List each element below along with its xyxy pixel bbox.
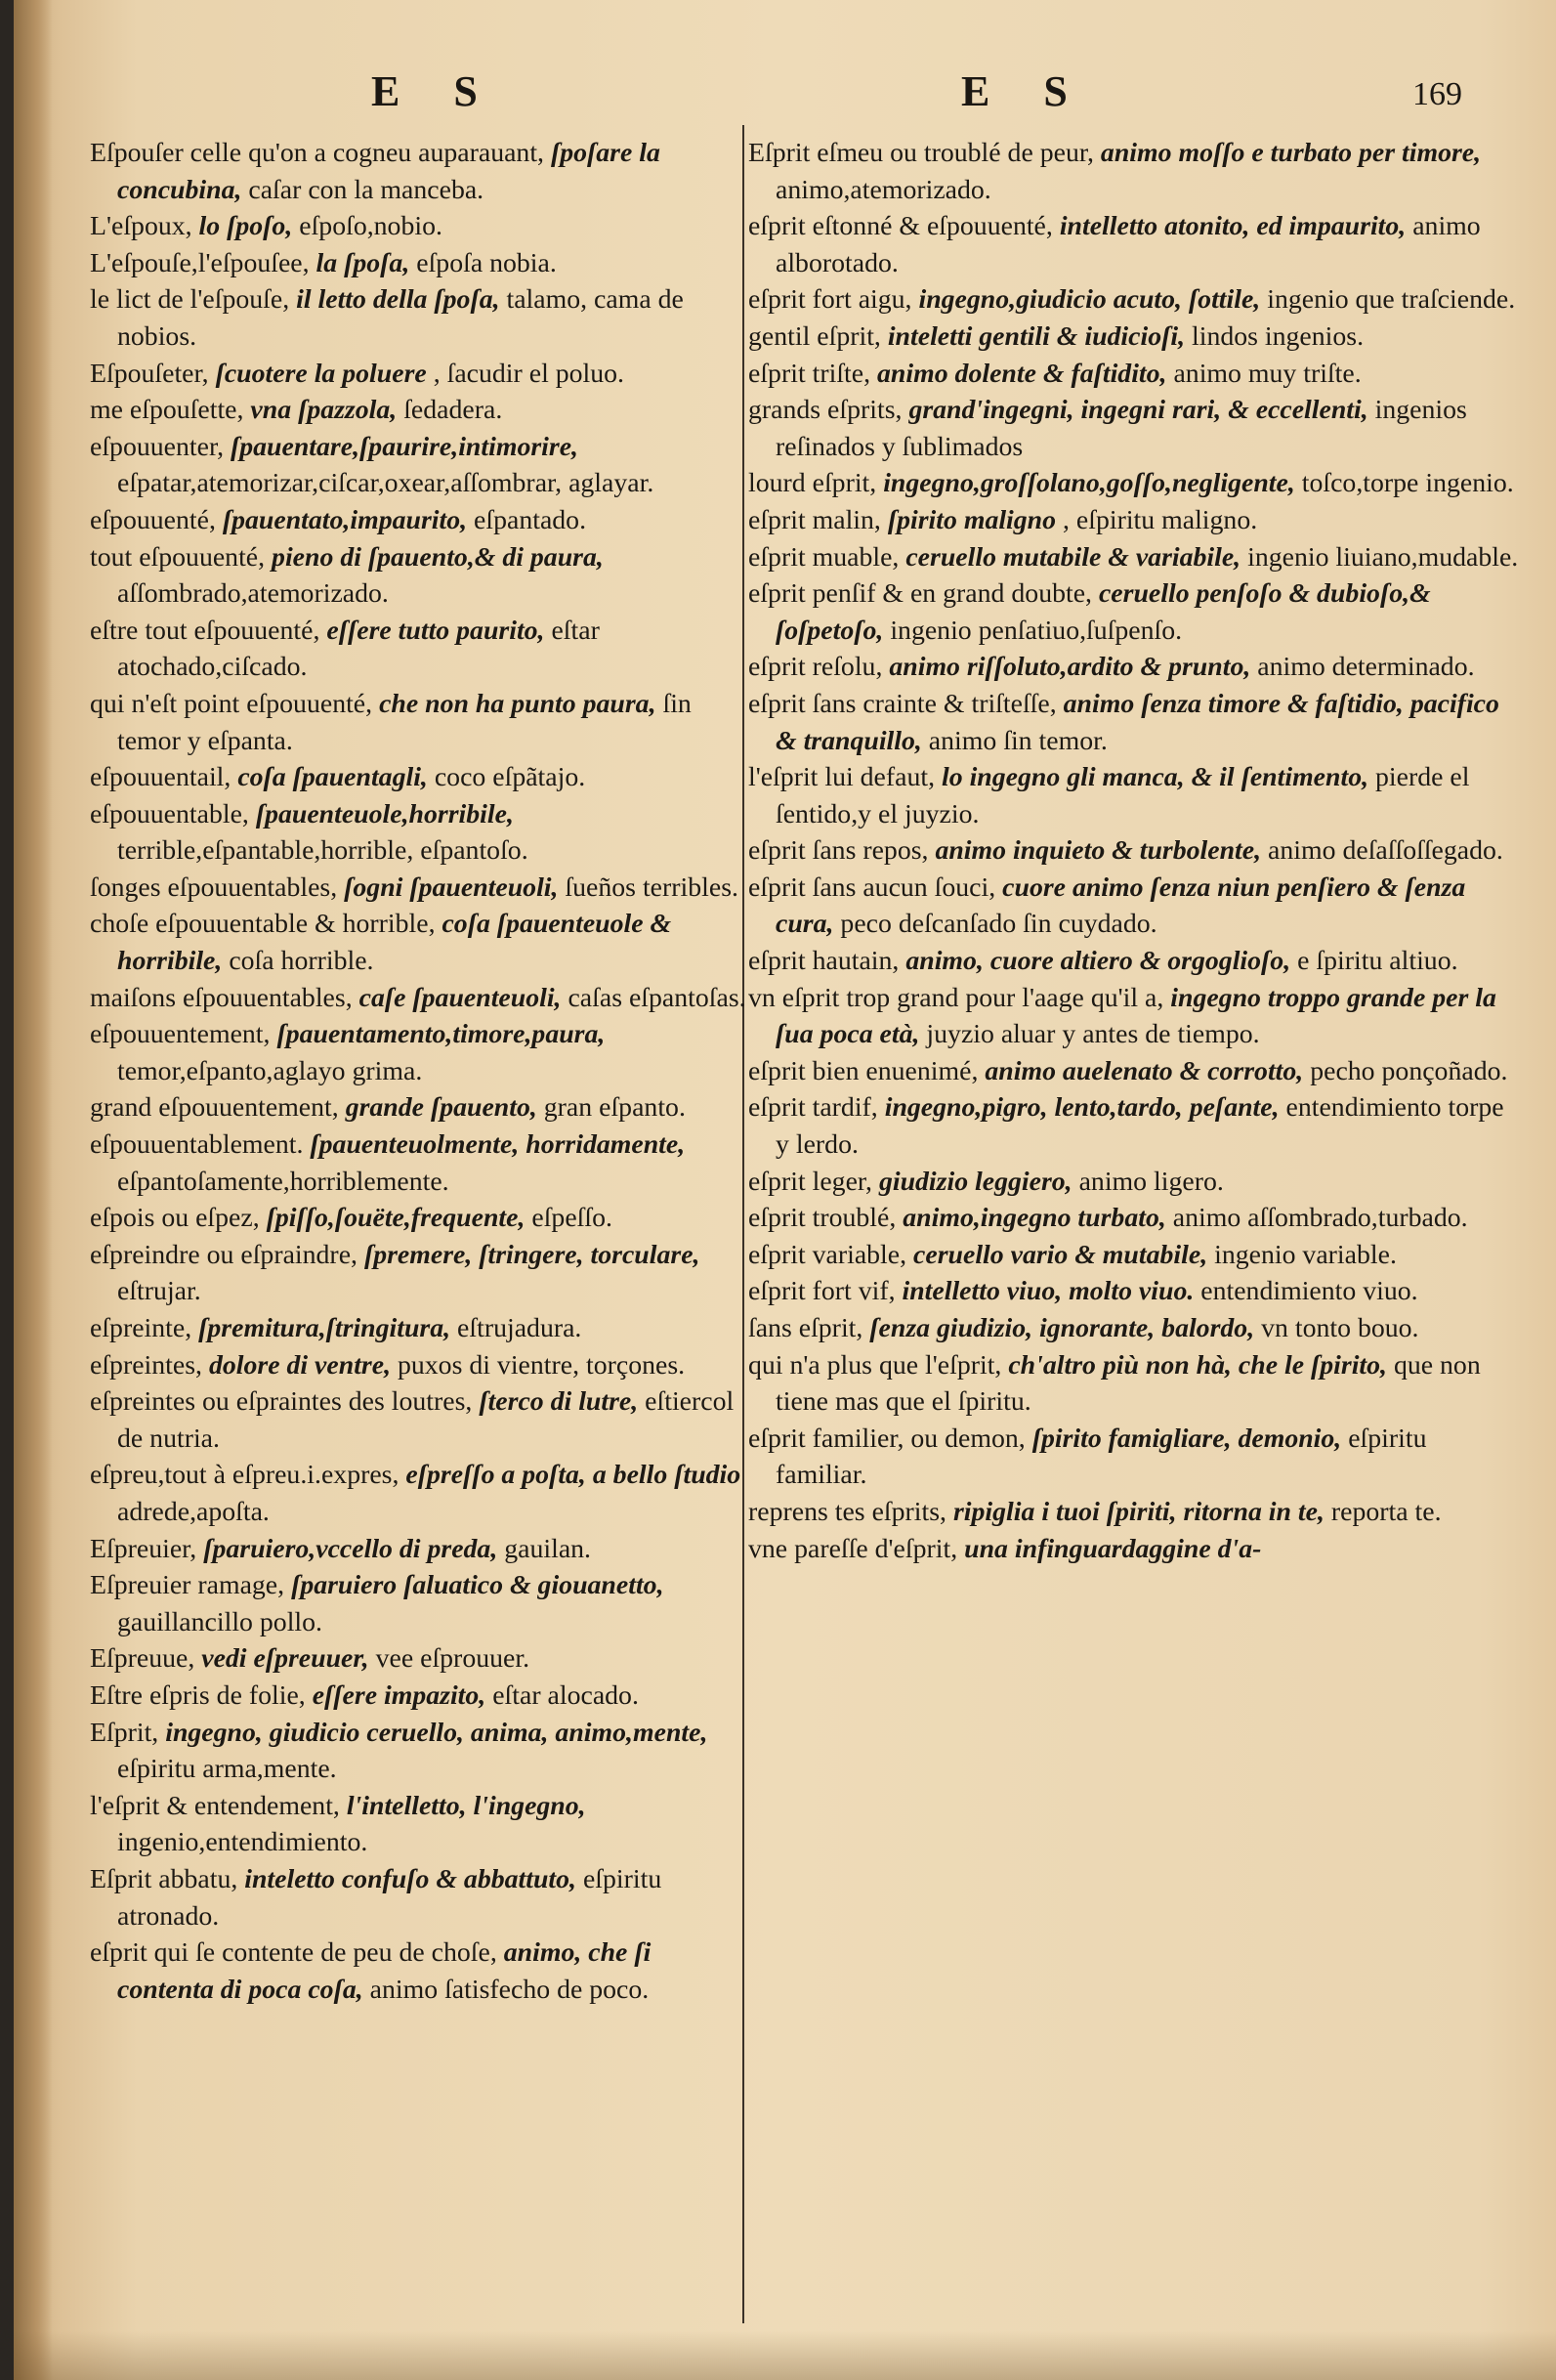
french-headword: eſprit familier, ou demon, xyxy=(748,1423,1026,1454)
french-headword: l'eſprit lui defaut, xyxy=(748,762,936,793)
spanish-gloss: eſtrujadura. xyxy=(457,1313,582,1343)
french-headword: eſpouuentail, xyxy=(90,762,231,793)
dictionary-entry xyxy=(90,1383,754,1457)
italian-gloss: ſpremere, ſtringere, torculare, xyxy=(363,1239,700,1270)
french-headword: eſprit tardif, xyxy=(748,1092,878,1124)
italian-gloss: ſenza giudizio, ignorante, balordo, xyxy=(869,1313,1255,1343)
left-margin-bleed xyxy=(14,0,53,2380)
french-headword: eſprit ſans repos, xyxy=(748,835,929,867)
spanish-gloss: eſpeſſo. xyxy=(531,1203,612,1234)
spanish-gloss: vn tonto bouo. xyxy=(1261,1313,1419,1343)
dictionary-entry xyxy=(90,502,754,539)
italian-gloss: coſa ſpauentagli, xyxy=(237,762,428,793)
italian-gloss: ſpirito famigliare, demonio, xyxy=(1031,1423,1342,1454)
french-headword: eſpouuentablement. xyxy=(90,1129,304,1161)
dictionary-entry xyxy=(90,1531,754,1568)
french-headword: eſpreindre ou eſpraindre, xyxy=(90,1239,357,1270)
french-headword: eſprit triſte, xyxy=(748,358,871,389)
italian-gloss: una infinguardaggine d'a- xyxy=(964,1533,1262,1564)
dictionary-entry xyxy=(90,539,754,613)
italian-gloss: ſpauenteuole,horribile, xyxy=(255,798,514,829)
spanish-gloss: pecho ponçoñado. xyxy=(1310,1055,1508,1086)
running-head-right: E S xyxy=(961,67,1089,115)
spanish-gloss: adrede,apoſta. xyxy=(117,1496,270,1527)
spanish-gloss: ingenios reſinados y ſublimados xyxy=(776,395,1467,462)
spanish-gloss: animo ligero. xyxy=(1078,1166,1224,1197)
italian-gloss: ſogni ſpauenteuoli, xyxy=(344,871,559,903)
italian-gloss: ceruello mutabile & variabile, xyxy=(905,541,1241,573)
french-headword: lourd eſprit, xyxy=(748,468,877,499)
spanish-gloss: vee eſprouuer. xyxy=(375,1643,530,1675)
italian-gloss: vedi eſpreuuer, xyxy=(201,1643,369,1675)
italian-gloss: ſpoſare la concubina, xyxy=(117,138,660,205)
dictionary-entry xyxy=(748,1310,1520,1347)
dictionary-entry xyxy=(90,1788,754,1861)
spanish-gloss: aſſombrado,atemorizado. xyxy=(117,578,389,610)
spanish-gloss: , eſpiritu maligno. xyxy=(1063,504,1258,535)
spanish-gloss: ſin temor y eſpanta. xyxy=(117,688,692,756)
dictionary-entry xyxy=(748,1200,1520,1237)
dictionary-entry xyxy=(90,208,754,245)
dictionary-entry xyxy=(748,208,1520,281)
french-headword: Eſprit abbatu, xyxy=(90,1863,238,1894)
italian-gloss: eſſere tutto paurito, xyxy=(326,615,545,646)
dictionary-entry xyxy=(90,245,754,282)
italian-gloss: la ſpoſa, xyxy=(315,247,410,278)
italian-gloss: ingegno,groſſolano,goſſo,negligente, xyxy=(883,468,1295,499)
dictionary-entry xyxy=(748,1164,1520,1201)
french-headword: eſpouuentable, xyxy=(90,798,249,829)
italian-gloss: ingegno,giudicio acuto, ſottile, xyxy=(918,284,1261,316)
spanish-gloss: eſpantado. xyxy=(474,504,587,535)
dictionary-entry xyxy=(748,980,1520,1053)
italian-gloss: l'intelletto, l'ingegno, xyxy=(346,1790,586,1821)
italian-gloss: animo moſſo e turbato per timore, xyxy=(1100,138,1482,168)
spanish-gloss: animo,atemorizado. xyxy=(776,174,991,205)
dictionary-entry xyxy=(748,1237,1520,1274)
dictionary-entry xyxy=(90,759,754,796)
italian-gloss: ch'altro più non hà, che le ſpirito, xyxy=(1008,1349,1387,1381)
dictionary-entry xyxy=(748,759,1520,832)
spanish-gloss: animo determinado. xyxy=(1257,652,1475,683)
dictionary-entry xyxy=(748,832,1520,870)
dictionary-entry xyxy=(90,1200,754,1237)
dictionary-entry xyxy=(90,281,754,355)
running-head-left: E S xyxy=(371,67,499,115)
french-headword: qui n'eſt point eſpouuenté, xyxy=(90,688,373,719)
dictionary-entry xyxy=(748,1531,1520,1568)
italian-gloss: animo ſenza timore & faſtidio, pacifico & tranquillo, xyxy=(776,688,1499,756)
dictionary-entry xyxy=(748,465,1520,502)
italian-gloss: ſpauenteuolmente, horridamente, xyxy=(310,1129,686,1161)
dictionary-page xyxy=(14,0,1556,2380)
dictionary-entry xyxy=(748,1053,1520,1090)
dictionary-entry xyxy=(90,1457,754,1530)
italian-gloss: ſparuiero ſaluatico & giouanetto, xyxy=(291,1570,664,1601)
french-headword: eſprit leger, xyxy=(748,1166,872,1197)
french-headword: choſe eſpouuentable & horrible, xyxy=(90,909,436,940)
dictionary-entry xyxy=(90,429,754,502)
french-headword: eſprit variable, xyxy=(748,1239,907,1270)
dictionary-entry xyxy=(748,356,1520,393)
spanish-gloss: toſco,torpe ingenio. xyxy=(1301,468,1514,499)
french-headword: eſprit fort aigu, xyxy=(748,284,912,316)
dictionary-entry xyxy=(90,1126,754,1200)
dictionary-entry xyxy=(90,686,754,759)
italian-gloss: ripiglia i tuoi ſpiriti, ritorna in te, xyxy=(952,1496,1325,1527)
french-headword: gentil eſprit, xyxy=(748,320,881,352)
french-headword: me eſpouſette, xyxy=(90,395,244,426)
dictionary-entry xyxy=(90,1678,754,1715)
italian-gloss: animo, cuore altiero & orgoglioſo, xyxy=(905,946,1291,977)
dictionary-entry xyxy=(90,392,754,429)
spanish-gloss: pierde el ſentido,y el juyzio. xyxy=(776,762,1470,829)
spanish-gloss: animo muy triſte. xyxy=(1173,358,1362,389)
dictionary-entry xyxy=(90,613,754,686)
french-headword: vn eſprit trop grand pour l'aage qu'il a, xyxy=(748,982,1164,1013)
dictionary-entry xyxy=(90,135,754,208)
french-headword: eſprit hautain, xyxy=(748,946,900,977)
dictionary-entry xyxy=(748,1494,1520,1531)
dictionary-entry xyxy=(748,686,1520,759)
spanish-gloss: caſar con la manceba. xyxy=(248,174,484,205)
dictionary-entry xyxy=(748,539,1520,576)
dictionary-entry xyxy=(90,796,754,870)
italian-gloss: inteletti gentili & iudicioſi, xyxy=(887,320,1186,352)
spanish-gloss: gauillancillo pollo. xyxy=(117,1606,322,1637)
spanish-gloss: lindos ingenios. xyxy=(1192,320,1365,352)
italian-gloss: ſpiſſo,ſouëte,frequente, xyxy=(266,1203,526,1234)
italian-gloss: vna ſpazzola, xyxy=(250,395,398,426)
french-headword: eſpois ou eſpez, xyxy=(90,1203,260,1234)
dictionary-entry xyxy=(90,1934,754,2008)
dictionary-entry xyxy=(90,1567,754,1640)
spanish-gloss: eſtar alocado. xyxy=(492,1679,639,1711)
spanish-gloss: coſa horrible. xyxy=(229,946,374,977)
italian-gloss: animo dolente & faſtidito, xyxy=(877,358,1167,389)
french-headword: grand eſpouuentement, xyxy=(90,1092,339,1124)
dictionary-entry xyxy=(748,1273,1520,1310)
dictionary-entry xyxy=(90,356,754,393)
spanish-gloss: animo deſaſſoſſegado. xyxy=(1268,835,1503,867)
french-headword: eſpreintes, xyxy=(90,1349,203,1381)
dictionary-entry xyxy=(748,502,1520,539)
spanish-gloss: que non tiene mas que el ſpiritu. xyxy=(776,1349,1481,1418)
french-headword: vne pareſſe d'eſprit, xyxy=(748,1533,958,1564)
italian-gloss: grand'ingegni, ingegni rari, & eccellenti, xyxy=(908,395,1368,426)
spanish-gloss: ingenio penſatiuo,ſuſpenſo. xyxy=(890,615,1183,646)
french-headword: Eſprit eſmeu ou troublé de peur, xyxy=(748,138,1094,168)
french-headword: eſpouuenter, xyxy=(90,431,225,462)
dictionary-entry xyxy=(90,1237,754,1310)
italian-gloss: dolore di ventre, xyxy=(208,1349,392,1381)
french-headword: reprens tes eſprits, xyxy=(748,1496,947,1527)
italian-gloss: cuore animo ſenza niun penſiero & ſenza cura, xyxy=(776,871,1466,940)
right-column xyxy=(748,135,1520,1567)
french-headword: eſprit ſans aucun ſouci, xyxy=(748,871,996,903)
french-headword: eſpreinte, xyxy=(90,1313,192,1343)
italian-gloss: il letto della ſpoſa, xyxy=(296,284,500,316)
spanish-gloss: entendimiento torpe y lerdo. xyxy=(776,1092,1504,1161)
dictionary-entry xyxy=(90,1347,754,1384)
dictionary-entry xyxy=(90,1089,754,1126)
french-headword: qui n'a plus que l'eſprit, xyxy=(748,1349,1002,1381)
spanish-gloss: coco eſpãtajo. xyxy=(434,762,586,793)
italian-gloss: animo,ingegno turbato, xyxy=(903,1203,1166,1234)
italian-gloss: ſpauentato,impaurito, xyxy=(222,504,468,535)
spanish-gloss: eſpiritu familiar. xyxy=(776,1423,1427,1491)
dictionary-entry xyxy=(748,135,1520,208)
spanish-gloss: gran eſpanto. xyxy=(543,1092,686,1124)
italian-gloss: eſſere impazito, xyxy=(312,1679,486,1711)
dictionary-entry xyxy=(90,906,754,979)
spanish-gloss: animo ſin temor. xyxy=(928,725,1108,756)
italian-gloss: coſa ſpauenteuole & horribile, xyxy=(117,909,672,977)
italian-gloss: grande ſpauento, xyxy=(345,1092,537,1124)
french-headword: Eſpreuier ramage, xyxy=(90,1570,285,1601)
dictionary-entry xyxy=(90,870,754,907)
french-headword: eſprit bien enuenimé, xyxy=(748,1055,979,1086)
italian-gloss: eſpreſſo a poſta, a bello ſtudio xyxy=(405,1460,741,1491)
italian-gloss: ſpirito maligno xyxy=(887,504,1057,535)
spanish-gloss: entendimiento viuo. xyxy=(1200,1276,1418,1307)
italian-gloss: giudizio leggiero, xyxy=(878,1166,1072,1197)
french-headword: grands eſprits, xyxy=(748,395,903,426)
italian-gloss: ceruello penſoſo & dubioſo,& ſoſpetoſo, xyxy=(776,578,1431,646)
french-headword: eſprit penſif & en grand doubte, xyxy=(748,578,1092,610)
italian-gloss: ſcuotere la poluere xyxy=(215,358,427,389)
italian-gloss: animo riſſoluto,ardito & prunto, xyxy=(889,652,1251,683)
spanish-gloss: eſpiritu atronado. xyxy=(117,1863,662,1932)
french-headword: eſprit fort vif, xyxy=(748,1276,896,1307)
french-headword: eſprit muable, xyxy=(748,541,900,573)
page-number: 169 xyxy=(1412,76,1462,112)
dictionary-entry xyxy=(748,1347,1520,1421)
spanish-gloss: gauilan. xyxy=(504,1533,591,1564)
spanish-gloss: peco deſcanſado ſin cuydado. xyxy=(840,909,1157,940)
spanish-gloss: animo aſſombrado,turbado. xyxy=(1172,1203,1468,1234)
italian-gloss: ſpremitura,ſtringitura, xyxy=(198,1313,451,1343)
italian-gloss: pieno di ſpauento,& di paura, xyxy=(272,541,604,573)
spanish-gloss: eſtrujar. xyxy=(117,1276,201,1307)
italian-gloss: lo ſpoſo, xyxy=(198,211,293,242)
french-headword: l'eſprit & entendement, xyxy=(90,1790,340,1821)
french-headword: L'eſpoux, xyxy=(90,211,192,242)
italian-gloss: intelletto atonito, ed impaurito, xyxy=(1059,211,1407,242)
dictionary-entry xyxy=(748,870,1520,943)
dictionary-entry xyxy=(748,392,1520,465)
dictionary-entry xyxy=(748,649,1520,686)
spanish-gloss: talamo, cama de nobios. xyxy=(117,284,684,352)
spanish-gloss: eſtiercol de nutria. xyxy=(117,1386,735,1454)
french-headword: Eſpouſeter, xyxy=(90,358,209,389)
spanish-gloss: ſueños terribles. xyxy=(565,871,738,903)
dictionary-entry xyxy=(90,1310,754,1347)
spanish-gloss: reporta te. xyxy=(1330,1496,1442,1527)
french-headword: Eſprit, xyxy=(90,1717,159,1748)
italian-gloss: ſpauentamento,timore,paura, xyxy=(276,1019,606,1050)
spanish-gloss: eſpoſa nobia. xyxy=(416,247,557,278)
french-headword: maiſons eſpouuentables, xyxy=(90,982,353,1013)
dictionary-entry xyxy=(90,1016,754,1089)
italian-gloss: animo auelenato & corrotto, xyxy=(985,1055,1304,1086)
italian-gloss: ceruello vario & mutabile, xyxy=(913,1239,1208,1270)
dictionary-entry xyxy=(748,575,1520,649)
italian-gloss: ſpauentare,ſpaurire,intimorire, xyxy=(231,431,578,462)
spanish-gloss: terrible,eſpantable,horrible, eſpantoſo. xyxy=(117,835,528,867)
spanish-gloss: puxos di vientre, torçones. xyxy=(397,1349,686,1381)
spanish-gloss: caſas eſpantoſas. xyxy=(568,982,746,1013)
left-column xyxy=(90,135,754,2008)
italian-gloss: ingegno troppo grande per la ſua poca età, xyxy=(776,982,1496,1050)
italian-gloss: animo inquieto & turbolente, xyxy=(935,835,1262,867)
spanish-gloss: , ſacudir el poluo. xyxy=(433,358,625,389)
spanish-gloss: ingenio,entendimiento. xyxy=(117,1827,368,1858)
french-headword: ſonges eſpouuentables, xyxy=(90,871,338,903)
french-headword: eſprit ſans crainte & triſteſſe, xyxy=(748,688,1057,719)
french-headword: eſtre tout eſpouuenté, xyxy=(90,615,320,646)
dictionary-entry xyxy=(90,980,754,1017)
french-headword: eſprit eſtonné & eſpouuenté, xyxy=(748,211,1053,242)
french-headword: tout eſpouuenté, xyxy=(90,541,266,573)
italian-gloss: ſparuiero,vccello di preda, xyxy=(203,1533,498,1564)
italian-gloss: ſterco di lutre, xyxy=(479,1386,639,1418)
spanish-gloss: juyzio aluar y antes de tiempo. xyxy=(926,1019,1260,1050)
dictionary-entry xyxy=(748,943,1520,980)
french-headword: eſprit qui ſe contente de peu de choſe, xyxy=(90,1937,497,1969)
dictionary-entry xyxy=(748,281,1520,319)
spanish-gloss: eſpiritu arma,mente. xyxy=(117,1754,337,1785)
spanish-gloss: temor,eſpanto,aglayo grima. xyxy=(117,1055,423,1086)
french-headword: Eſpreuue, xyxy=(90,1643,195,1675)
french-headword: eſpreu,tout à eſpreu.i.expres, xyxy=(90,1460,400,1491)
spanish-gloss: animo ſatisfecho de poco. xyxy=(369,1974,650,2005)
spanish-gloss: eſpoſo,nobio. xyxy=(299,211,442,242)
italian-gloss: lo ingegno gli manca, & il ſentimento, xyxy=(942,762,1369,793)
french-headword: le lict de l'eſpouſe, xyxy=(90,284,290,316)
spanish-gloss: eſpantoſamente,horriblemente. xyxy=(117,1166,449,1197)
italian-gloss: animo, che ſi contenta di poca coſa, xyxy=(117,1937,652,2005)
spanish-gloss: ingenio variable. xyxy=(1214,1239,1397,1270)
dictionary-entry xyxy=(748,319,1520,356)
french-headword: Eſtre eſpris de folie, xyxy=(90,1679,306,1711)
dictionary-entry xyxy=(90,1715,754,1788)
dictionary-entry xyxy=(90,1861,754,1934)
french-headword: eſpouuentement, xyxy=(90,1019,271,1050)
italian-gloss: ingegno, giudicio ceruello, anima, animo,mente, xyxy=(165,1717,708,1748)
dictionary-entry xyxy=(748,1089,1520,1163)
spanish-gloss: ingenio que traſciende. xyxy=(1267,284,1516,316)
bottom-edge-shade xyxy=(14,2331,1556,2380)
french-headword: Eſpreuier, xyxy=(90,1533,197,1564)
spanish-gloss: eſtar atochado,ciſcado. xyxy=(117,615,600,683)
french-headword: ſans eſprit, xyxy=(748,1313,863,1343)
french-headword: eſprit troublé, xyxy=(748,1203,897,1234)
french-headword: eſprit malin, xyxy=(748,504,881,535)
spanish-gloss: eſpatar,atemorizar,ciſcar,oxear,aſſombrar, aglayar. xyxy=(117,468,654,499)
french-headword: eſpreintes ou eſpraintes des loutres, xyxy=(90,1386,473,1418)
italian-gloss: caſe ſpauenteuoli, xyxy=(358,982,562,1013)
french-headword: Eſpouſer celle qu'on a cogneu auparauant, xyxy=(90,138,545,168)
french-headword: eſprit reſolu, xyxy=(748,652,883,683)
spanish-gloss: animo alborotado. xyxy=(776,211,1481,278)
dictionary-entry xyxy=(90,1640,754,1678)
italian-gloss: ingegno,pigro, lento,tardo, peſante, xyxy=(884,1092,1280,1124)
italian-gloss: che non ha punto paura, xyxy=(379,688,656,719)
spanish-gloss: ſedadera. xyxy=(403,395,503,426)
spanish-gloss: e ſpiritu altiuo. xyxy=(1297,946,1458,977)
italian-gloss: intelletto viuo, molto viuo. xyxy=(902,1276,1195,1307)
spanish-gloss: ingenio liuiano,mudable. xyxy=(1247,541,1519,573)
dictionary-entry xyxy=(748,1421,1520,1494)
italian-gloss: inteletto confuſo & abbattuto, xyxy=(244,1863,577,1894)
french-headword: L'eſpouſe,l'eſpouſee, xyxy=(90,247,310,278)
french-headword: eſpouuenté, xyxy=(90,504,216,535)
